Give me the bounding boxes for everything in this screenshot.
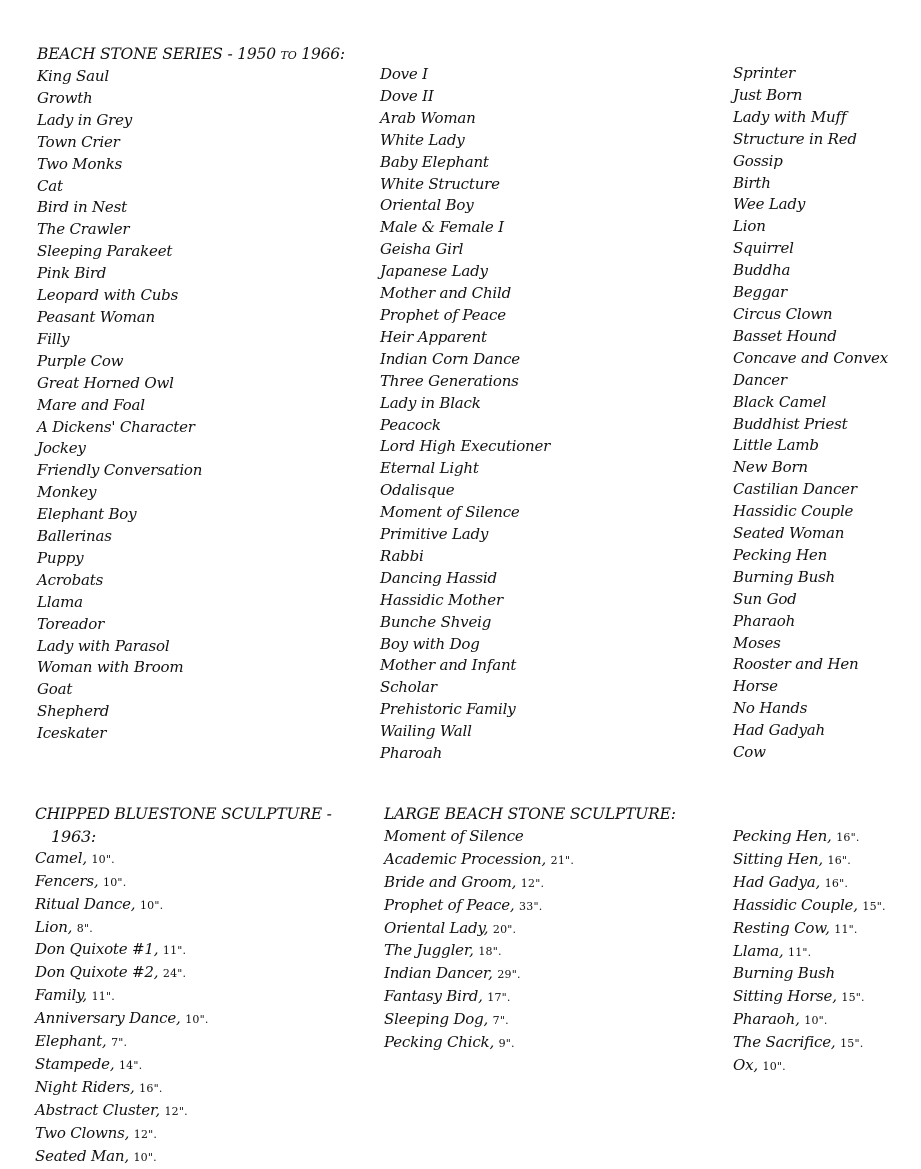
list-item: White Lady [380, 130, 465, 149]
work-size: 10". [91, 852, 115, 866]
list-item: Dove I [380, 65, 428, 83]
list-item: Boy with Dog [380, 634, 480, 653]
list-item [35, 848, 332, 871]
list-item: Little Lamb [733, 436, 819, 455]
work-size: 14". [118, 1058, 143, 1072]
work-size: 9". [498, 1037, 515, 1051]
list-item: Filly [37, 329, 70, 348]
list-item: Mother and Child [380, 284, 512, 303]
list-item: Lady in Grey [37, 110, 133, 129]
list-item: Lady with Parasol [37, 636, 170, 655]
list-item [35, 985, 332, 1008]
work-size: 8". [76, 921, 93, 935]
work-size: 16". [824, 876, 849, 890]
list-item: Basset Hound [733, 326, 837, 345]
list-item: Dove II [380, 86, 434, 105]
list-item: Geisha Girl [380, 240, 464, 259]
work-size: 12". [133, 1127, 158, 1141]
list-item [384, 918, 676, 941]
list-item: Wee Lady [733, 195, 806, 214]
list-item: King Saul [37, 67, 109, 85]
list-item: Arab Woman [380, 108, 476, 127]
list-item [733, 918, 886, 941]
large-beach-stone-list-col1 [384, 826, 676, 1055]
list-item [35, 1054, 332, 1077]
large-beach-stone-list-col2 [733, 826, 886, 1078]
list-item: Purple Cow [37, 351, 124, 370]
list-item [384, 826, 676, 849]
list-item: Monkey [37, 483, 97, 502]
list-item: Male & Female I [380, 218, 504, 237]
work-title: Fantasy Bird, [384, 987, 483, 1006]
work-title: Anniversary Dance, [35, 1009, 181, 1028]
list-item: Leopard with Cubs [37, 286, 179, 305]
work-size: 10". [103, 875, 127, 889]
list-item [35, 1031, 332, 1054]
list-item: Lady in Black [380, 393, 481, 412]
list-item: Acrobats [37, 570, 104, 589]
work-title: Academic Procession, [384, 849, 547, 868]
list-item: Ballerinas [37, 527, 112, 546]
list-item: Sun God [733, 589, 797, 608]
large-beach-stone-block [384, 804, 676, 1055]
list-item: Pink Bird [37, 264, 107, 283]
list-item: Prophet of Peace [380, 305, 506, 324]
work-size: 11". [91, 990, 115, 1004]
list-item: Had Gadyah [733, 721, 825, 740]
list-item: Seated Woman [733, 524, 845, 543]
beach-stone-series-heading: BEACH STONE SERIES - 1950 to 1966: [37, 45, 345, 63]
list-item: Prehistoric Family [380, 700, 516, 719]
work-title: Two Clowns, [35, 1123, 130, 1142]
work-size: 16". [139, 1081, 163, 1095]
work-title: Pecking Hen, [733, 827, 832, 845]
work-size: 12". [164, 1104, 188, 1118]
list-item: Pecking Hen [733, 545, 828, 564]
list-item [35, 1100, 332, 1123]
list-item: Peasant Woman [37, 307, 155, 326]
list-item [384, 963, 676, 986]
list-item: Shepherd [37, 702, 110, 721]
list-item: Hassidic Couple [733, 502, 854, 521]
list-item: Cow [733, 743, 766, 762]
chipped-bluestone-heading-year: 1963: [51, 826, 97, 846]
work-title: Fencers, [35, 871, 99, 890]
list-item: Buddhist Priest [733, 414, 848, 433]
chipped-bluestone-heading: CHIPPED BLUESTONE SCULPTURE - [35, 805, 332, 823]
list-item [384, 1032, 676, 1055]
beach-stone-heading-block [37, 44, 345, 66]
list-item [35, 894, 332, 917]
list-item: Sleeping Parakeet [37, 242, 173, 261]
list-item: Moses [733, 633, 781, 652]
list-item: Birth [733, 173, 771, 192]
list-item: Bird in Nest [37, 198, 127, 217]
list-item: No Hands [733, 699, 808, 718]
list-item [35, 871, 332, 894]
list-item: Cat [37, 176, 63, 195]
work-size: 11". [162, 944, 187, 958]
work-size: 15". [862, 899, 886, 913]
work-title: Bride and Groom, [384, 872, 517, 891]
work-title: Sitting Horse, [733, 987, 837, 1006]
list-item: Town Crier [37, 132, 120, 151]
list-item: Llama [37, 592, 83, 611]
list-item: Lady with Muff [733, 107, 847, 126]
beach-stone-list-col1 [37, 66, 202, 745]
list-item [733, 826, 886, 849]
list-item: Friendly Conversation [37, 461, 203, 480]
list-item [35, 1123, 332, 1146]
list-item: Growth [37, 88, 93, 107]
work-size: 24". [162, 967, 187, 981]
list-item [384, 849, 676, 872]
work-title: Stampede, [35, 1054, 115, 1073]
list-item [733, 1009, 886, 1032]
work-title: Seated Man, [35, 1146, 129, 1165]
work-size: 10". [139, 898, 164, 912]
list-item: Indian Corn Dance [380, 349, 520, 368]
list-item: Rooster and Hen [733, 655, 859, 674]
work-size: 7". [492, 1014, 509, 1028]
list-item: Oriental Boy [380, 196, 474, 215]
list-item [733, 1032, 886, 1055]
work-size: 21". [550, 853, 575, 867]
large-beach-stone-heading: LARGE BEACH STONE SCULPTURE: [384, 805, 676, 823]
list-item: Black Camel [733, 392, 827, 411]
work-title: Oriental Lady, [384, 918, 489, 937]
list-item: The Crawler [37, 220, 130, 239]
list-item: Goat [37, 680, 73, 699]
work-title: Pecking Chick, [384, 1033, 495, 1052]
beach-stone-list-col2 [380, 64, 550, 765]
work-title: Sitting Hen, [733, 849, 823, 868]
work-size: 11". [788, 945, 812, 959]
work-title: Burning Bush [733, 964, 835, 983]
beach-stone-col1 [37, 66, 202, 745]
list-item: Moment of Silence [380, 503, 520, 522]
list-item: Wailing Wall [380, 722, 472, 741]
list-item: Heir Apparent [380, 327, 487, 346]
list-item: Eternal Light [380, 459, 479, 478]
work-title: Llama, [733, 941, 784, 960]
list-item: Great Horned Owl [37, 373, 174, 392]
list-item: Puppy [37, 548, 84, 567]
beach-stone-col2 [380, 64, 550, 765]
list-item: Dancer [733, 370, 787, 389]
work-size: 11". [834, 922, 858, 936]
list-item [35, 939, 332, 962]
work-title: Hassidic Couple, [733, 895, 858, 914]
work-size: 16". [827, 853, 851, 867]
list-item [733, 849, 886, 872]
list-item: Baby Elephant [380, 152, 489, 171]
work-title: Camel, [35, 848, 87, 867]
chipped-bluestone-list [35, 848, 332, 1169]
list-item [35, 917, 332, 940]
work-title: Family, [35, 986, 88, 1005]
work-size: 20". [492, 922, 517, 936]
work-title: Elephant, [35, 1032, 107, 1051]
work-title: Had Gadya, [733, 872, 821, 891]
list-item: Odalisque [380, 481, 455, 500]
list-item [384, 895, 676, 918]
work-title: Night Riders, [35, 1077, 135, 1096]
list-item [384, 986, 676, 1009]
list-item: Mare and Foal [37, 395, 145, 414]
work-size: 33". [519, 899, 543, 913]
work-title: Resting Cow, [733, 918, 830, 937]
work-title: Moment of Silence [384, 826, 524, 845]
list-item: Rabbi [380, 546, 424, 565]
work-title: Ritual Dance, [35, 894, 136, 913]
list-item: Iceskater [37, 724, 107, 743]
list-item: White Structure [380, 174, 500, 193]
work-title: Ox, [733, 1056, 758, 1075]
list-item: New Born [733, 458, 808, 477]
work-title: Lion, [35, 917, 73, 936]
list-item: Concave and Convex [733, 348, 888, 367]
list-item: Woman with Broom [37, 658, 184, 677]
list-item: Castilian Dancer [733, 480, 857, 499]
chipped-bluestone-block [35, 804, 332, 1169]
work-size: 10". [762, 1060, 786, 1074]
work-title: Prophet of Peace, [384, 895, 515, 914]
work-title: Abstract Cluster, [35, 1100, 160, 1119]
list-item: Pharaoh [733, 611, 796, 630]
work-title: Pharaoh, [733, 1010, 800, 1029]
work-title: Sleeping Dog, [384, 1010, 489, 1029]
work-title: The Sacrifice, [733, 1033, 836, 1052]
list-item: Two Monks [37, 154, 123, 173]
work-size: 7". [111, 1036, 128, 1050]
large-beach-stone-col2 [733, 826, 886, 1078]
work-title: Don Quixote #2, [35, 963, 159, 982]
list-item: Beggar [733, 283, 788, 302]
list-item: Gossip [733, 151, 783, 170]
list-item [35, 962, 332, 985]
work-size: 10". [185, 1013, 209, 1027]
list-item: Peacock [380, 415, 441, 434]
list-item: Toreador [37, 614, 105, 633]
list-item [733, 986, 886, 1009]
list-item: Mother and Infant [380, 656, 517, 675]
work-size: 16". [836, 831, 860, 844]
list-item: Lion [733, 217, 766, 236]
list-item [35, 1146, 332, 1169]
list-item: Elephant Boy [37, 505, 137, 524]
list-item: Jockey [37, 439, 86, 458]
work-title: Don Quixote #1, [35, 940, 159, 959]
beach-stone-list-col3 [733, 63, 888, 764]
list-item: Structure in Red [733, 129, 857, 148]
list-item [733, 941, 886, 964]
list-item [733, 963, 886, 986]
work-title: Indian Dancer, [384, 964, 493, 983]
list-item [384, 940, 676, 963]
list-item: Primitive Lady [380, 525, 489, 544]
list-item: Squirrel [733, 239, 794, 258]
work-size: 10". [804, 1014, 828, 1028]
list-item [384, 872, 676, 895]
list-item: Japanese Lady [380, 262, 488, 281]
work-size: 15". [841, 991, 865, 1005]
list-item: Dancing Hassid [380, 568, 497, 587]
work-size: 10". [133, 1150, 157, 1164]
list-item: Hassidic Mother [380, 590, 503, 609]
work-size: 17". [487, 991, 511, 1005]
list-item: Bunche Shveig [380, 612, 492, 631]
list-item: Three Generations [380, 371, 519, 390]
list-item: Buddha [733, 261, 791, 280]
list-item: Pharoah [380, 744, 443, 763]
list-item: Lord High Executioner [380, 437, 551, 456]
list-item [35, 1077, 332, 1100]
list-item [35, 1008, 332, 1031]
work-size: 12". [520, 876, 545, 890]
list-item [733, 895, 886, 918]
list-item [733, 872, 886, 895]
beach-stone-col3 [733, 63, 888, 764]
list-item: Horse [733, 677, 778, 696]
work-title: The Juggler, [384, 941, 474, 960]
list-item: Burning Bush [733, 567, 835, 586]
list-item: Scholar [380, 678, 437, 697]
list-item: A Dickens' Character [37, 417, 195, 436]
work-size: 15". [840, 1037, 864, 1051]
list-item [384, 1009, 676, 1032]
work-size: 18". [478, 945, 502, 959]
list-item: Sprinter [733, 64, 795, 82]
work-size: 29". [497, 968, 521, 982]
list-item [733, 1055, 886, 1078]
list-item: Circus Clown [733, 304, 833, 323]
list-item: Just Born [733, 85, 803, 104]
